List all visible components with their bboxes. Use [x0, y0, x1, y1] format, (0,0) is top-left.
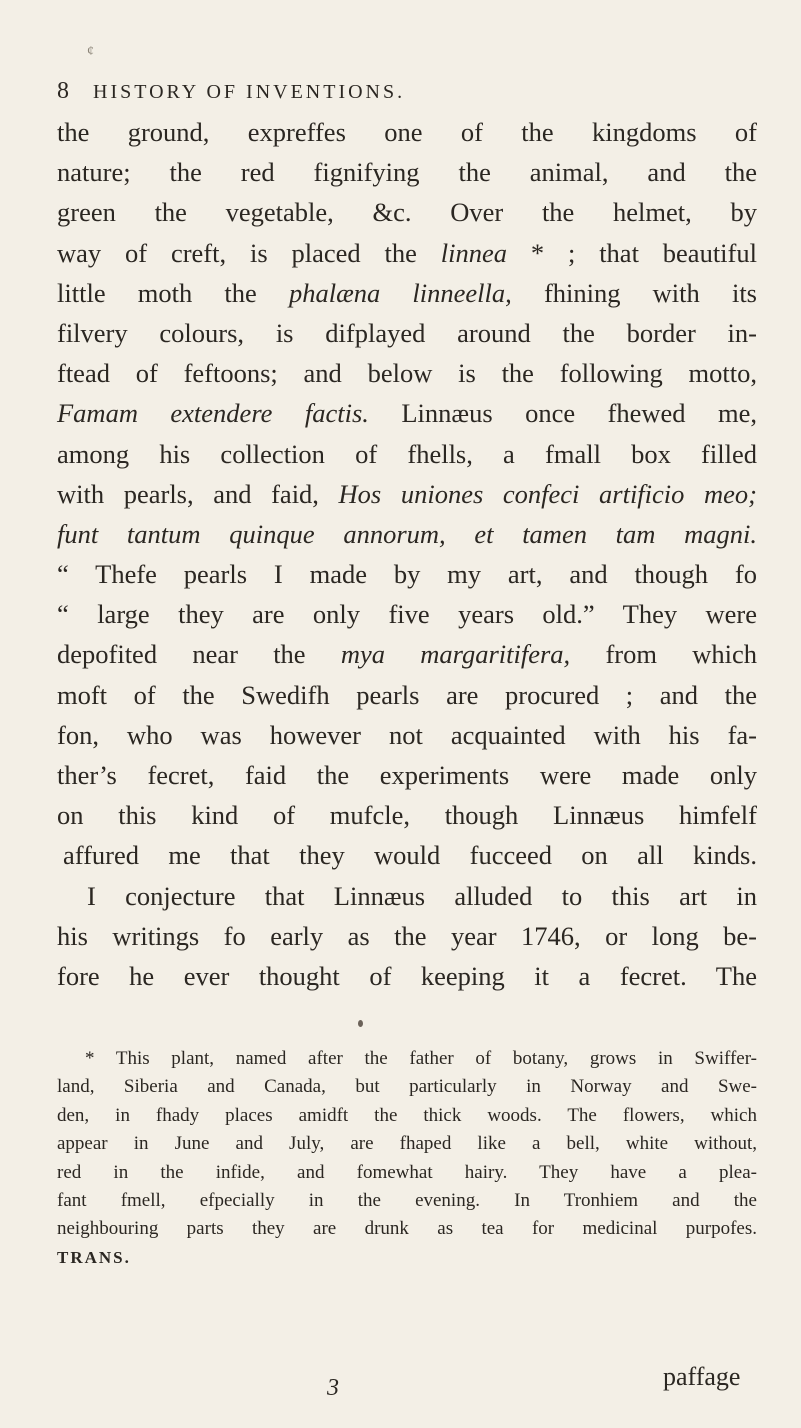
text-line: “ Thefe pearls I made by my art, and though fo: [57, 559, 757, 590]
motto: Famam extendere factis.: [57, 398, 369, 429]
text-line: ftead of feftoons; and below is the following motto,: [57, 358, 757, 389]
text-line: filvery colours, is difplayed around the border in-: [57, 317, 757, 348]
text-run: little moth the: [57, 277, 289, 308]
text-run: Linnæus once fhewed me,: [368, 398, 757, 429]
signature-mark: 3: [327, 1375, 339, 1401]
footnote-line: land, Siberia and Canada, but particularly in Norway and Swe-: [57, 1076, 757, 1098]
text-line: green the vegetable, &c. Over the helmet, by: [57, 197, 757, 228]
ink-speck: [358, 1020, 363, 1027]
text-run: depofited near the: [57, 639, 341, 670]
footnote-line: appear in June and July, are fhaped like a bell, white without,: [57, 1133, 757, 1155]
text-line: fon, who was however not acquainted with his fa-: [57, 719, 757, 750]
text-line: [57, 474, 757, 514]
text-line: [57, 634, 757, 674]
italic-term: mya margaritifera,: [340, 639, 571, 670]
footnote-line: red in the infide, and fomewhat hairy. They have a plea-: [57, 1161, 757, 1183]
ink-mark: ¢: [87, 44, 94, 59]
text-line: [57, 273, 757, 313]
running-head: [57, 78, 747, 105]
italic-term: linnea: [440, 237, 507, 268]
text-line: moft of the Swedifh pearls are procured ; and the: [57, 679, 757, 710]
italic-term: phalæna linneella,: [288, 277, 512, 308]
translator-note: TRANS.: [57, 1247, 131, 1267]
text-line: [57, 514, 757, 554]
text-line: among his collection of fhells, a fmall box filled: [57, 438, 757, 469]
footnote: [57, 1045, 757, 1272]
text-run: from which: [570, 639, 757, 670]
text-line: “ large they are only five years old.” They were: [57, 599, 757, 630]
footnote-line: * This plant, named after the father of botany, grows in Swiffer-: [85, 1048, 757, 1069]
text-line: [57, 393, 757, 433]
text-line: [57, 233, 757, 273]
text-line: on this kind of mufcle, though Linnæus himfelf: [57, 800, 757, 831]
latin-quote: funt tantum quinque annorum, et tamen tam magni.: [57, 518, 757, 549]
footnote-line: neighbouring parts they are drunk as tea for medicinal purpofes.: [57, 1218, 757, 1240]
text-line: ther’s fecret, faid the experiments were made only: [57, 760, 757, 790]
page-number: 8: [57, 78, 69, 104]
text-run: fhining with its: [511, 277, 757, 308]
running-title: HISTORY OF INVENTIONS.: [93, 81, 406, 103]
text-line: affured me that they would fucceed on all kinds.: [63, 840, 757, 871]
text-run: with pearls, and faid,: [57, 478, 339, 509]
main-text: [57, 112, 757, 996]
text-run: * ; that beautiful: [507, 237, 757, 268]
latin-quote: Hos uniones confeci artificio meo;: [338, 478, 757, 509]
text-run: way of creft, is placed the: [57, 237, 441, 268]
text-line: fore he ever thought of keeping it a fecret. The: [57, 960, 757, 991]
text-line: nature; the red fignifying the animal, and the: [57, 157, 757, 188]
footnote-line: den, in fhady places amidft the thick woods. The flowers, which: [57, 1104, 757, 1126]
footnote-line: fant fmell, efpecially in the evening. In Tronhiem and the: [57, 1189, 757, 1211]
catchword: paffage: [663, 1362, 741, 1391]
text-line: I conjecture that Linnæus alluded to this art in: [87, 880, 757, 911]
text-line: the ground, expreffes one of the kingdoms of: [57, 117, 757, 147]
text-line: his writings fo early as the year 1746, or long be-: [57, 920, 757, 951]
